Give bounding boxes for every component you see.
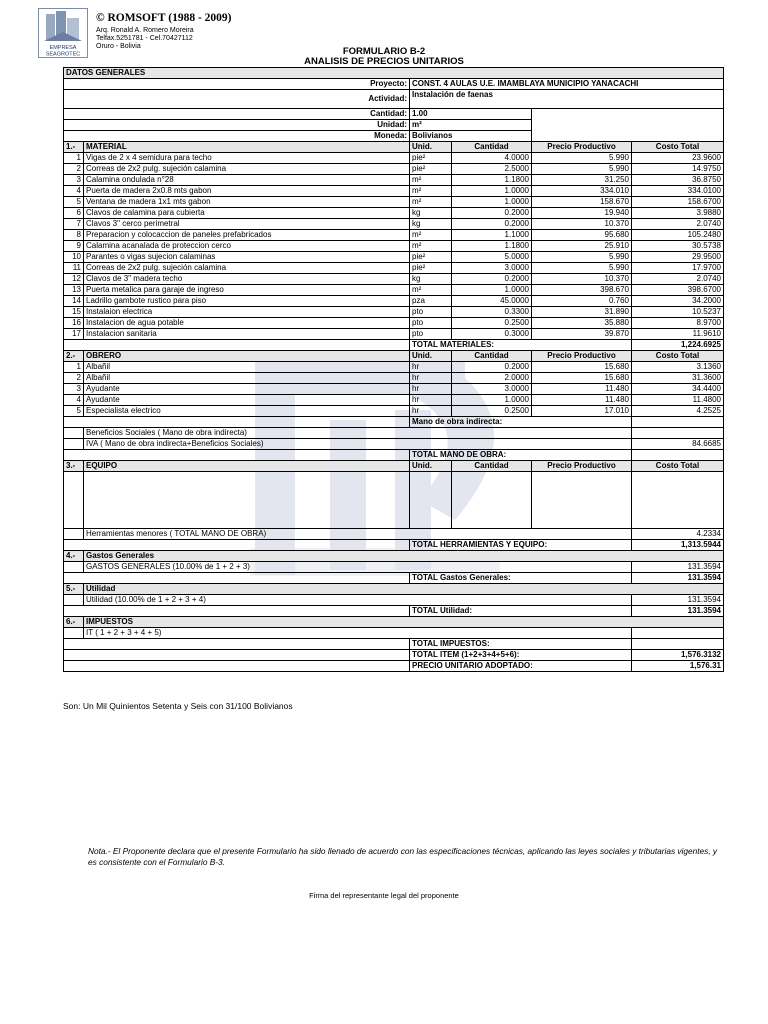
- item-total: 3.9880: [632, 208, 724, 219]
- obrero-row: [64, 362, 724, 373]
- blank-cell: [64, 529, 84, 540]
- blank-cell: [64, 628, 84, 639]
- item-number: 1: [64, 362, 84, 373]
- item-quantity: 1.0000: [452, 395, 532, 406]
- gastos-total-row: [64, 573, 724, 584]
- cantidad-value: 1.00: [410, 109, 532, 120]
- item-total: 10.5237: [632, 307, 724, 318]
- firm-location: Oruro - Bolivia: [96, 43, 141, 50]
- line-label: Beneficios Sociales ( Mano de obra indirecta): [84, 428, 632, 439]
- item-description: Calamina acanalada de proteccion cerco: [84, 241, 410, 252]
- firm-phone: Telfax.5251781 - Cel.70427112: [96, 35, 193, 42]
- general-section-title: DATOS GENERALES: [64, 68, 724, 79]
- item-unit: pie²: [410, 263, 452, 274]
- item-price: 19.940: [532, 208, 632, 219]
- item-description: Preparacion y colocaccion de paneles prefabricados: [84, 230, 410, 241]
- item-quantity: 1.1800: [452, 175, 532, 186]
- item-total: 2.0740: [632, 274, 724, 285]
- section-number: 2.-: [64, 351, 84, 362]
- material-row: [64, 164, 724, 175]
- item-number: 17: [64, 329, 84, 340]
- item-quantity: 2.5000: [452, 164, 532, 175]
- line-label: Herramientas menores ( TOTAL MANO DE OBRA): [84, 529, 632, 540]
- col-unid: Unid.: [410, 351, 452, 362]
- material-row: [64, 208, 724, 219]
- blank-cell: [64, 450, 410, 461]
- item-description: Instalacion de agua potable: [84, 318, 410, 329]
- total-item-row: [64, 650, 724, 661]
- form-subtitle: ANALISIS DE PRECIOS UNITARIOS: [304, 56, 464, 67]
- blank-cell: [532, 472, 632, 529]
- item-price: 31.890: [532, 307, 632, 318]
- impuestos-total-row: [64, 639, 724, 650]
- item-unit: pie²: [410, 252, 452, 263]
- equipo-blank-row: [64, 472, 724, 529]
- equipo-header-row: [64, 461, 724, 472]
- item-description: Ventana de madera 1x1 mts gabon: [84, 197, 410, 208]
- item-number: 3: [64, 384, 84, 395]
- item-price: 158.670: [532, 197, 632, 208]
- unidad-value: m²: [410, 120, 532, 131]
- material-row: [64, 241, 724, 252]
- item-number: 2: [64, 373, 84, 384]
- item-unit: pie²: [410, 164, 452, 175]
- material-row: [64, 153, 724, 164]
- total-label: PRECIO UNITARIO ADOPTADO:: [410, 661, 632, 672]
- item-quantity: 0.2000: [452, 274, 532, 285]
- item-unit: hr: [410, 373, 452, 384]
- item-unit: m²: [410, 197, 452, 208]
- material-total-row: [64, 340, 724, 351]
- equipo-total-row: [64, 540, 724, 551]
- actividad-label: Actividad:: [64, 90, 410, 109]
- blank-cell: [64, 661, 410, 672]
- item-description: Albañil: [84, 362, 410, 373]
- total-value: 131.3594: [632, 573, 724, 584]
- item-quantity: 1.0000: [452, 285, 532, 296]
- item-total: 31.3600: [632, 373, 724, 384]
- item-total: 11.9610: [632, 329, 724, 340]
- item-total: 398.6700: [632, 285, 724, 296]
- item-description: Calamina ondulada n°28: [84, 175, 410, 186]
- item-price: 15.680: [532, 362, 632, 373]
- item-price: 5.990: [532, 153, 632, 164]
- material-title: MATERIAL: [84, 142, 410, 153]
- material-row: [64, 274, 724, 285]
- item-quantity: 45.0000: [452, 296, 532, 307]
- item-description: Ayudante: [84, 384, 410, 395]
- item-unit: hr: [410, 395, 452, 406]
- mano-obra-total-row: [64, 450, 724, 461]
- total-label: TOTAL MANO DE OBRA:: [410, 450, 632, 461]
- indirecta-label: Mano de obra indirecta:: [410, 417, 632, 428]
- blank-cell: [64, 639, 410, 650]
- item-unit: kg: [410, 208, 452, 219]
- moneda-label: Moneda:: [64, 131, 410, 142]
- item-number: 4: [64, 186, 84, 197]
- utilidad-total-row: [64, 606, 724, 617]
- item-total: 36.8750: [632, 175, 724, 186]
- item-description: Correas de 2x2 pulg. sujeción calamina: [84, 263, 410, 274]
- item-total: 105.2480: [632, 230, 724, 241]
- col-unid: Unid.: [410, 461, 452, 472]
- herramientas-row: [64, 529, 724, 540]
- material-row: [64, 197, 724, 208]
- item-description: Puerta de madera 2x0.8 mts gabon: [84, 186, 410, 197]
- item-unit: kg: [410, 274, 452, 285]
- line-value: 131.3594: [632, 562, 724, 573]
- section-number: 3.-: [64, 461, 84, 472]
- item-price: 95.680: [532, 230, 632, 241]
- item-price: 5.990: [532, 164, 632, 175]
- unidad-label: Unidad:: [64, 120, 410, 131]
- item-quantity: 0.2000: [452, 219, 532, 230]
- col-precio: Precio Productivo: [532, 351, 632, 362]
- material-row: [64, 307, 724, 318]
- item-description: Correas de 2x2 pulg. sujeción calamina: [84, 164, 410, 175]
- item-price: 5.990: [532, 252, 632, 263]
- blank-cell: [64, 439, 84, 450]
- item-description: Instalaion electrica: [84, 307, 410, 318]
- item-price: 11.480: [532, 384, 632, 395]
- item-unit: pie²: [410, 153, 452, 164]
- section-title: Utilidad: [84, 584, 724, 595]
- blank-cell: [64, 472, 84, 529]
- gastos-line-row: [64, 562, 724, 573]
- item-total: 23.9600: [632, 153, 724, 164]
- material-row: [64, 285, 724, 296]
- obrero-row: [64, 395, 724, 406]
- obrero-row: [64, 373, 724, 384]
- section-number: 6.-: [64, 617, 84, 628]
- item-total: 2.0740: [632, 219, 724, 230]
- utilidad-header-row: [64, 584, 724, 595]
- blank-cell: [84, 472, 410, 529]
- item-number: 9: [64, 241, 84, 252]
- item-quantity: 1.1000: [452, 230, 532, 241]
- item-price: 39.870: [532, 329, 632, 340]
- item-number: 7: [64, 219, 84, 230]
- item-quantity: 0.2500: [452, 406, 532, 417]
- blank-cell: [64, 606, 410, 617]
- item-number: 10: [64, 252, 84, 263]
- proyecto-label: Proyecto:: [64, 79, 410, 90]
- item-description: Instalacion sanitaria: [84, 329, 410, 340]
- item-description: Clavos 3" cerco perimetral: [84, 219, 410, 230]
- obrero-header-row: [64, 351, 724, 362]
- col-cantidad: Cantidad: [452, 461, 532, 472]
- signature-caption: Firma del representante legal del proponente: [309, 891, 459, 900]
- item-total: 30.5738: [632, 241, 724, 252]
- blank-cell: [632, 450, 724, 461]
- item-total: 8.9700: [632, 318, 724, 329]
- item-price: 0.760: [532, 296, 632, 307]
- blank-cell: [64, 562, 84, 573]
- item-price: 334.010: [532, 186, 632, 197]
- gastos-header-row: [64, 551, 724, 562]
- item-description: Parantes o vigas sujecion calaminas: [84, 252, 410, 263]
- item-unit: hr: [410, 384, 452, 395]
- item-number: 13: [64, 285, 84, 296]
- line-value: [632, 628, 724, 639]
- col-cantidad: Cantidad: [452, 351, 532, 362]
- it-row: [64, 628, 724, 639]
- material-row: [64, 329, 724, 340]
- total-value: 131.3594: [632, 606, 724, 617]
- line-value: 131.3594: [632, 595, 724, 606]
- firm-title: © ROMSOFT (1988 - 2009): [96, 12, 232, 24]
- actividad-value: Instalación de faenas: [410, 90, 724, 109]
- general-blank: [532, 109, 724, 142]
- item-description: Puerta metalica para garaje de ingreso: [84, 285, 410, 296]
- item-quantity: 2.0000: [452, 373, 532, 384]
- material-row: [64, 252, 724, 263]
- item-number: 2: [64, 164, 84, 175]
- item-quantity: 3.0000: [452, 263, 532, 274]
- item-number: 11: [64, 263, 84, 274]
- item-total: 17.9700: [632, 263, 724, 274]
- item-description: Clavos de calamina para cubierta: [84, 208, 410, 219]
- col-cantidad: Cantidad: [452, 142, 532, 153]
- material-row: [64, 175, 724, 186]
- item-number: 12: [64, 274, 84, 285]
- total-value: [632, 639, 724, 650]
- cantidad-label: Cantidad:: [64, 109, 410, 120]
- blank-cell: [410, 472, 452, 529]
- item-total: 34.4400: [632, 384, 724, 395]
- total-label: TOTAL IMPUESTOS:: [410, 639, 632, 650]
- material-row: [64, 230, 724, 241]
- item-number: 14: [64, 296, 84, 307]
- item-unit: pto: [410, 307, 452, 318]
- item-total: 11.4800: [632, 395, 724, 406]
- item-quantity: 4.0000: [452, 153, 532, 164]
- item-number: 5: [64, 197, 84, 208]
- item-description: Ladrillo gambote rustico para piso: [84, 296, 410, 307]
- impuestos-header-row: [64, 617, 724, 628]
- item-price: 31.250: [532, 175, 632, 186]
- line-label: GASTOS GENERALES (10.00% de 1 + 2 + 3): [84, 562, 632, 573]
- moneda-value: Bolivianos: [410, 131, 532, 142]
- item-quantity: 1.0000: [452, 197, 532, 208]
- col-precio: Precio Productivo: [532, 142, 632, 153]
- obrero-row: [64, 384, 724, 395]
- item-description: Vigas de 2 x 4 semidura para techo: [84, 153, 410, 164]
- item-description: Albañil: [84, 373, 410, 384]
- item-total: 334.0100: [632, 186, 724, 197]
- item-unit: m²: [410, 230, 452, 241]
- item-price: 15.680: [532, 373, 632, 384]
- indirecta-row: [64, 417, 724, 428]
- total-label: TOTAL MATERIALES:: [410, 340, 632, 351]
- item-unit: m²: [410, 186, 452, 197]
- item-unit: pza: [410, 296, 452, 307]
- item-unit: m²: [410, 175, 452, 186]
- material-row: [64, 318, 724, 329]
- line-label: IVA ( Mano de obra indirecta+Beneficios Sociales): [84, 439, 632, 450]
- total-value: 1,313.5944: [632, 540, 724, 551]
- blank-cell: [64, 650, 410, 661]
- item-unit: hr: [410, 406, 452, 417]
- line-label: Utilidad (10.00% de 1 + 2 + 3 + 4): [84, 595, 632, 606]
- total-label: TOTAL ITEM (1+2+3+4+5+6):: [410, 650, 632, 661]
- item-quantity: 0.2500: [452, 318, 532, 329]
- firm-architect: Arq. Ronald A. Romero Moreira: [96, 27, 194, 34]
- material-header-row: [64, 142, 724, 153]
- utilidad-line-row: [64, 595, 724, 606]
- item-total: 3.1360: [632, 362, 724, 373]
- logo-text-2: SEAGROTEC: [45, 51, 81, 58]
- item-quantity: 1.1800: [452, 241, 532, 252]
- item-price: 11.480: [532, 395, 632, 406]
- blank-cell: [452, 472, 532, 529]
- material-num: 1.-: [64, 142, 84, 153]
- form-title: FORMULARIO B-2: [342, 46, 426, 57]
- declaration-note: Nota.- El Proponente declara que el presente Formulario ha sido llenado de acuerdo con las especificaciones técnicas, aplicando las leyes sociales y tributarias vigentes, y es consistente con el Formulario B-3.: [88, 846, 718, 867]
- blank-cell: [64, 428, 84, 439]
- col-precio: Precio Productivo: [532, 461, 632, 472]
- item-unit: pto: [410, 329, 452, 340]
- col-costo: Costo Total: [632, 142, 724, 153]
- item-number: 6: [64, 208, 84, 219]
- material-row: [64, 263, 724, 274]
- price-analysis-table: [63, 67, 724, 672]
- item-price: 10.370: [532, 274, 632, 285]
- total-value: 1,576.3132: [632, 650, 724, 661]
- col-costo: Costo Total: [632, 461, 724, 472]
- logo-text-1: EMPRESA: [49, 45, 77, 51]
- material-row: [64, 296, 724, 307]
- item-unit: m²: [410, 241, 452, 252]
- blank-cell: [632, 417, 724, 428]
- item-quantity: 3.0000: [452, 384, 532, 395]
- item-unit: m²: [410, 285, 452, 296]
- blank-cell: [632, 472, 724, 529]
- material-row: [64, 186, 724, 197]
- item-quantity: 0.3000: [452, 329, 532, 340]
- item-price: 10.370: [532, 219, 632, 230]
- form-titles: [0, 47, 768, 67]
- iva-row: [64, 439, 724, 450]
- material-row: [64, 219, 724, 230]
- item-quantity: 5.0000: [452, 252, 532, 263]
- item-description: Clavos de 3" madera techo: [84, 274, 410, 285]
- item-number: 16: [64, 318, 84, 329]
- blank-cell: [64, 340, 410, 351]
- blank-cell: [64, 595, 84, 606]
- item-price: 25.910: [532, 241, 632, 252]
- item-number: 3: [64, 175, 84, 186]
- item-number: 4: [64, 395, 84, 406]
- section-title: OBRERO: [84, 351, 410, 362]
- item-number: 5: [64, 406, 84, 417]
- item-description: Ayudante: [84, 395, 410, 406]
- section-title: Gastos Generales: [84, 551, 724, 562]
- section-title: EQUIPO: [84, 461, 410, 472]
- total-value: 1,576.31: [632, 661, 724, 672]
- blank-cell: [64, 573, 410, 584]
- beneficios-row: [64, 428, 724, 439]
- item-total: 34.2000: [632, 296, 724, 307]
- item-number: 15: [64, 307, 84, 318]
- total-label: TOTAL Gastos Generales:: [410, 573, 632, 584]
- col-costo: Costo Total: [632, 351, 724, 362]
- item-number: 1: [64, 153, 84, 164]
- obrero-row: [64, 406, 724, 417]
- item-price: 5.990: [532, 263, 632, 274]
- blank-cell: [64, 417, 410, 428]
- line-value: 84.6685: [632, 439, 724, 450]
- section-number: 4.-: [64, 551, 84, 562]
- item-quantity: 0.2000: [452, 208, 532, 219]
- precio-unitario-row: [64, 661, 724, 672]
- total-label: TOTAL HERRAMIENTAS Y EQUIPO:: [410, 540, 632, 551]
- item-unit: kg: [410, 219, 452, 230]
- item-quantity: 0.2000: [452, 362, 532, 373]
- item-total: 14.9750: [632, 164, 724, 175]
- line-label: IT ( 1 + 2 + 3 + 4 + 5): [84, 628, 632, 639]
- blank-cell: [64, 540, 410, 551]
- item-total: 4.2525: [632, 406, 724, 417]
- item-total: 158.6700: [632, 197, 724, 208]
- line-value: [632, 428, 724, 439]
- item-price: 35.880: [532, 318, 632, 329]
- amount-in-words: Son: Un Mil Quinientos Setenta y Seis con 31/100 Bolivianos: [63, 701, 293, 711]
- item-quantity: 0.3300: [452, 307, 532, 318]
- line-value: 4.2334: [632, 529, 724, 540]
- item-quantity: 1.0000: [452, 186, 532, 197]
- item-unit: pto: [410, 318, 452, 329]
- item-description: Especialista electrico: [84, 406, 410, 417]
- item-total: 29.9500: [632, 252, 724, 263]
- proyecto-value: CONST. 4 AULAS U.E. IMAMBLAYA MUNICIPIO YANACACHI: [410, 79, 724, 90]
- item-price: 17.010: [532, 406, 632, 417]
- total-label: TOTAL Utilidad:: [410, 606, 632, 617]
- section-title: IMPUESTOS: [84, 617, 724, 628]
- item-number: 8: [64, 230, 84, 241]
- col-unid: Unid.: [410, 142, 452, 153]
- section-number: 5.-: [64, 584, 84, 595]
- item-unit: hr: [410, 362, 452, 373]
- item-price: 398.670: [532, 285, 632, 296]
- total-value: 1,224.6925: [632, 340, 724, 351]
